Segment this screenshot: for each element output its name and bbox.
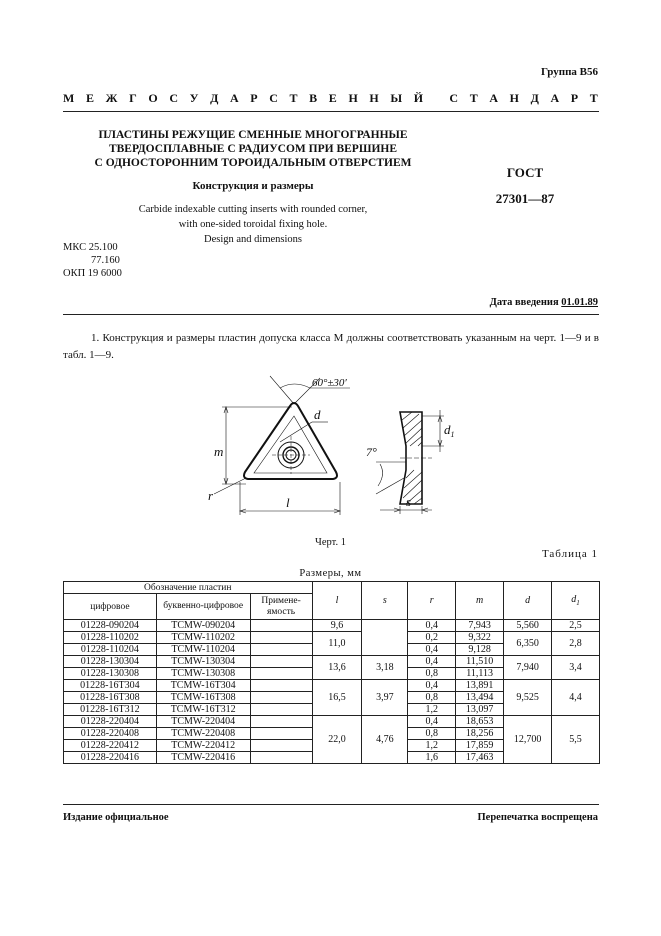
d1-label: $d_1$: [444, 422, 455, 439]
cell-r: 0,4: [408, 644, 456, 656]
header-digital: цифровое: [64, 594, 157, 620]
cell-applicability: [250, 692, 312, 704]
banner-letter: Т: [589, 91, 598, 105]
cell-m: 9,128: [456, 644, 504, 656]
cell-digital: 01228-16T312: [64, 704, 157, 716]
cell-applicability: [250, 716, 312, 728]
cell-l: 9,6: [312, 620, 362, 632]
english-line-3: Design and dimensions: [204, 234, 302, 245]
header-alphanumeric: буквенно-цифровое: [156, 594, 250, 620]
cell-d: 5,560: [504, 620, 552, 632]
cell-m: 11,510: [456, 656, 504, 668]
cell-applicability: [250, 656, 312, 668]
cell-r: 1,2: [408, 740, 456, 752]
banner-letter: А: [489, 91, 498, 105]
cell-digital: 01228-090204: [64, 620, 157, 632]
cell-applicability: [250, 680, 312, 692]
banner-letter: Д: [530, 91, 539, 105]
date-label: Дата введения: [489, 297, 562, 308]
table-row: [64, 656, 600, 668]
cell-l: 16,5: [312, 680, 362, 716]
cell-applicability: [250, 620, 312, 632]
cell-m: 7,943: [456, 620, 504, 632]
cell-alphanumeric: TCMW-16T312: [156, 704, 250, 716]
cell-d: 7,940: [504, 656, 552, 680]
cell-s: 3,18: [362, 656, 408, 680]
header-applicability: Примене-ямость: [250, 594, 312, 620]
table-row: [64, 632, 600, 644]
banner-letter: Е: [85, 91, 94, 105]
classification-codes: [63, 241, 122, 280]
cell-digital: 01228-220404: [64, 716, 157, 728]
gost-label: ГОСТ: [506, 165, 544, 180]
m-label: m: [214, 444, 224, 459]
footer-reprint: Перепечатка воспрещена: [477, 812, 598, 823]
banner-letter: В: [309, 91, 318, 105]
cell-alphanumeric: TCMW-16T304: [156, 680, 250, 692]
banner-letter: Й: [413, 91, 424, 105]
cell-applicability: [250, 728, 312, 740]
cell-digital: 01228-130308: [64, 668, 157, 680]
cell-m: 11,113: [456, 668, 504, 680]
banner-letter: Г: [129, 91, 137, 105]
cell-digital: 01228-110202: [64, 632, 157, 644]
cell-m: 18,653: [456, 716, 504, 728]
cell-digital: 01228-220408: [64, 728, 157, 740]
cell-r: 0,4: [408, 680, 456, 692]
cell-digital: 01228-16T308: [64, 692, 157, 704]
cell-r: 1,6: [408, 752, 456, 764]
banner-letter: Н: [348, 91, 358, 105]
cell-r: 0,8: [408, 728, 456, 740]
banner-letter: Е: [328, 91, 337, 105]
header-d1: $d_1$: [552, 582, 600, 620]
cell-alphanumeric: TCMW-130304: [156, 656, 250, 668]
banner-letter: Ж: [105, 91, 118, 105]
cell-d: 12,700: [504, 716, 552, 764]
cell-alphanumeric: TCMW-110204: [156, 644, 250, 656]
header-m: m: [456, 582, 504, 620]
title-block: [63, 128, 443, 247]
seven-degree-label: 7°: [366, 445, 377, 459]
cell-applicability: [250, 704, 312, 716]
cell-m: 13,891: [456, 680, 504, 692]
subtitle: Конструкция и размеры: [192, 180, 314, 192]
cell-r: 0,2: [408, 632, 456, 644]
header-s: s: [362, 582, 408, 620]
cell-s: 3,97: [362, 680, 408, 716]
table-title: Размеры, мм: [299, 568, 362, 579]
title-line-1: ПЛАСТИНЫ РЕЖУЩИЕ СМЕННЫЕ МНОГОГРАННЫЕ: [98, 129, 408, 141]
date-rule: [63, 314, 599, 315]
cell-alphanumeric: TCMW-220412: [156, 740, 250, 752]
cell-r: 0,8: [408, 692, 456, 704]
table-row: [64, 620, 600, 632]
header-rule: [63, 111, 599, 112]
banner-letter: М: [63, 91, 75, 105]
banner-letter: [435, 91, 438, 106]
cell-l: 13,6: [312, 656, 362, 680]
header-r: r: [408, 582, 456, 620]
cell-d1: 5,5: [552, 716, 600, 764]
cell-alphanumeric: TCMW-220404: [156, 716, 250, 728]
cell-m: 18,256: [456, 728, 504, 740]
okp-code: ОКП 19 6000: [63, 268, 122, 279]
angle-label: 60°±30′: [312, 377, 347, 389]
banner-letter: А: [550, 91, 560, 105]
cell-alphanumeric: TCMW-220416: [156, 752, 250, 764]
banner-letter: С: [269, 91, 278, 105]
gost-block: [470, 160, 580, 212]
paragraph-1: 1. Конструкция и размеры пластин допуска класса М должны соответствовать указанным на черт. 1—9 и в табл. 1—9.: [63, 332, 599, 361]
cell-l: 22,0: [312, 716, 362, 764]
standard-banner: [63, 91, 598, 106]
cell-r: 0,4: [408, 620, 456, 632]
dimensions-table: [63, 581, 600, 764]
cell-applicability: [250, 752, 312, 764]
group-label: Группа В56: [540, 66, 598, 78]
cell-d: 6,350: [504, 632, 552, 656]
cell-m: 17,859: [456, 740, 504, 752]
cell-alphanumeric: TCMW-110202: [156, 632, 250, 644]
table-number: Таблица 1: [541, 548, 598, 560]
cell-d1: 2,8: [552, 632, 600, 656]
cell-d1: 4,4: [552, 680, 600, 716]
cell-alphanumeric: TCMW-090204: [156, 620, 250, 632]
r-label: r: [208, 488, 214, 503]
footer-rule: [63, 804, 599, 805]
gost-number: 27301—87: [495, 191, 555, 206]
d-label: d: [314, 407, 321, 422]
banner-letter: Т: [469, 91, 478, 105]
banner-letter: Р: [570, 91, 579, 105]
figure-caption: Черт. 1: [315, 537, 346, 548]
cell-applicability: [250, 632, 312, 644]
table-row: [64, 716, 600, 728]
banner-letter: Т: [289, 91, 298, 105]
cell-s: [362, 620, 408, 656]
banner-letter: О: [148, 91, 158, 105]
banner-letter: А: [229, 91, 239, 105]
banner-letter: Р: [250, 91, 258, 105]
cell-m: 17,463: [456, 752, 504, 764]
cell-r: 0,4: [408, 656, 456, 668]
table-row: [64, 680, 600, 692]
cell-digital: 01228-16T304: [64, 680, 157, 692]
mks-code-2: 77.160: [91, 255, 120, 266]
cell-applicability: [250, 668, 312, 680]
banner-letter: С: [169, 91, 178, 105]
header-designation: Обозначение пластин: [64, 582, 313, 594]
l-label: l: [286, 495, 290, 510]
cell-s: 4,76: [362, 716, 408, 764]
banner-letter: С: [449, 91, 459, 105]
banner-letter: Н: [509, 91, 519, 105]
banner-letter: У: [189, 91, 199, 105]
cell-digital: 01228-220416: [64, 752, 157, 764]
cell-l: 11,0: [312, 632, 362, 656]
header-l: l: [312, 582, 362, 620]
footer-official: Издание официальное: [63, 812, 169, 823]
cell-alphanumeric: TCMW-16T308: [156, 692, 250, 704]
insert-drawing: [200, 370, 460, 530]
cell-digital: 01228-220412: [64, 740, 157, 752]
english-line-2: with one-sided toroidal fixing hole.: [178, 219, 328, 230]
cell-m: 13,097: [456, 704, 504, 716]
cell-applicability: [250, 644, 312, 656]
banner-letter: Н: [369, 91, 379, 105]
english-line-1: Carbide indexable cutting inserts with rounded corner,: [138, 204, 368, 215]
title-line-3: С ОДНОСТОРОННИМ ТОРОИДАЛЬНЫМ ОТВЕРСТИЕМ: [94, 157, 412, 169]
cell-r: 0,4: [408, 716, 456, 728]
cell-m: 13,494: [456, 692, 504, 704]
title-line-2: ТВЕРДОСПЛАВНЫЕ С РАДИУСОМ ПРИ ВЕРШИНЕ: [108, 143, 398, 155]
cell-digital: 01228-110204: [64, 644, 157, 656]
cell-d1: 2,5: [552, 620, 600, 632]
banner-letter: Д: [210, 91, 219, 105]
cell-d: 9,525: [504, 680, 552, 716]
cell-m: 9,322: [456, 632, 504, 644]
banner-letter: Ы: [390, 91, 403, 105]
cell-alphanumeric: TCMW-130308: [156, 668, 250, 680]
cell-applicability: [250, 740, 312, 752]
header-d: d: [504, 582, 552, 620]
mks-code-1: МКС 25.100: [63, 242, 118, 253]
cell-r: 0,8: [408, 668, 456, 680]
cell-r: 1,2: [408, 704, 456, 716]
date-value: 01.01.89: [561, 297, 598, 308]
cell-alphanumeric: TCMW-220408: [156, 728, 250, 740]
cell-digital: 01228-130304: [64, 656, 157, 668]
s-label: s: [406, 494, 412, 509]
effective-date: [490, 297, 598, 308]
cell-d1: 3,4: [552, 656, 600, 680]
